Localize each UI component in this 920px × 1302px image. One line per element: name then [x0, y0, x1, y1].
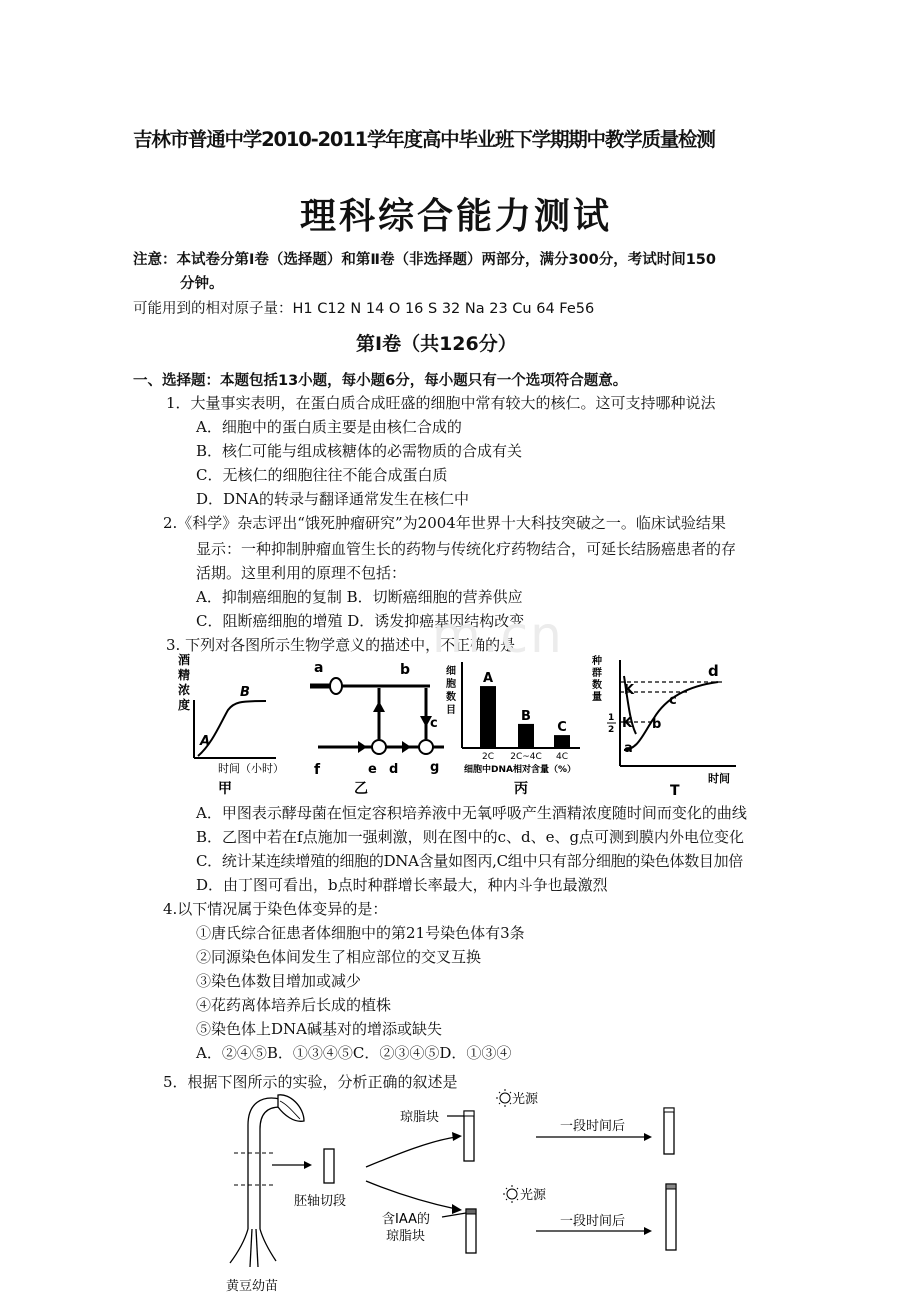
watermark: m.cn [432, 606, 564, 664]
hypocotyl-segment [324, 1149, 334, 1183]
bing-bar-label-b: B [521, 708, 531, 724]
time-arrow-2-head [644, 1227, 652, 1235]
q4-item-5: ⑤染色体上DNA碱基对的增添或缺失 [196, 1020, 442, 1038]
light-source-1-label: 光源 [512, 1092, 539, 1107]
arrow-to-segment-head [304, 1161, 312, 1169]
iaa-agar-label-2: 琼脂块 [386, 1229, 426, 1244]
agar-block-label: 琼脂块 [400, 1110, 440, 1125]
exam-subtitle: 吉林市普通中学2010-2011学年度高中毕业班下学期期中教学质量检测 [133, 128, 715, 151]
q4-stem: 4.以下情况属于染色体变异的是： [163, 900, 388, 918]
figure-ding [591, 654, 736, 799]
bing-tick-2c-4c: 2C~4C [510, 752, 542, 762]
segment-top-after [664, 1108, 674, 1154]
notice-line-1: 注意：本试卷分第Ⅰ卷（选择题）和第Ⅱ卷（非选择题）两部分，满分300分，考试时间150 [133, 252, 716, 268]
bing-xlabel: 细胞中DNA相对含量（%） [464, 765, 576, 775]
soybean-seedling [230, 1095, 304, 1267]
jia-point-b: B [240, 685, 250, 700]
jia-caption: 甲 [218, 781, 232, 797]
segment-label: 胚轴切段 [294, 1194, 347, 1209]
bing-ylabel-2: 胞 [446, 679, 456, 690]
q3-option-b: B．乙图中若在f点施加一强刺激，则在图中的c、d、e、g点可测到膜内外电位变化 [196, 828, 745, 846]
segment-bottom-after [666, 1184, 676, 1250]
yi-label-b: b [400, 662, 411, 678]
atomic-masses: 可能用到的相对原子量：H1 C12 N 14 O 16 S 32 Na 23 Cu 64 Fe56 [133, 301, 595, 317]
ding-caption: T [670, 783, 680, 799]
ding-halfk-den: 2 [608, 725, 615, 735]
yi-label-g: g [430, 760, 440, 775]
yi-label-d: d [389, 762, 399, 777]
yi-caption: 乙 [354, 781, 368, 797]
q2-stem-3: 活期。这里利用的原理不包括： [196, 564, 407, 582]
bing-tick-2c: 2C [481, 752, 495, 762]
sun-icon-1 [496, 1089, 511, 1107]
jia-xlabel: 时间（小时） [218, 762, 284, 775]
ding-ylabel-1: 种 [592, 656, 602, 667]
bing-bar-label-a: A [482, 671, 494, 687]
iaa-agar-block [466, 1209, 476, 1214]
bing-ylabel-3: 数 [446, 692, 456, 703]
ding-halfk-num: 1 [608, 713, 615, 723]
q1-stem: 1．大量事实表明，在蛋白质合成旺盛的细胞中常有较大的核仁。这可支持哪种说法 [166, 394, 716, 412]
time-label-2: 一段时间后 [560, 1214, 626, 1229]
q1-option-a: A．细胞中的蛋白质主要是由核仁合成的 [196, 418, 462, 436]
q2-stem-1: 2.《科学》杂志评出“饿死肿瘤研究”为2004年世界十大科技突破之一。临床试验结果 [163, 514, 726, 532]
exam-title: 理科综合能力测试 [300, 195, 613, 237]
jia-ylabel-4: 度 [178, 698, 191, 712]
yi-label-f: f [314, 762, 321, 778]
q3-option-c: C．统计某连续增殖的细胞的DNA含量如图丙,C组中只有部分细胞的染色体数目加倍 [196, 852, 744, 870]
agar-block-top [464, 1111, 474, 1116]
figure-jia [177, 652, 284, 797]
bing-bar-2c-4c [518, 724, 534, 748]
time-arrow-1-head [644, 1133, 652, 1141]
ding-halfk-k: K [622, 716, 633, 731]
bing-caption: 丙 [514, 781, 528, 797]
bing-bar-4c [554, 735, 570, 748]
q3-option-d: D．由丁图可看出，b点时种群增长率最大，种内斗争也最激烈 [196, 876, 608, 894]
ding-xlabel: 时间 [708, 772, 730, 785]
q3-figures-svg [168, 652, 748, 800]
q1-option-d: D．DNA的转录与翻译通常发生在核仁中 [196, 490, 470, 508]
q4-item-4: ④花药离体培养后长成的植株 [196, 996, 392, 1014]
q5-stem: 5．根据下图所示的实验，分析正确的叙述是 [163, 1073, 458, 1091]
bing-bar-2c [480, 686, 496, 748]
yi-arrow-up-left [373, 701, 385, 712]
yi-label-c: c [430, 716, 438, 731]
yi-neuron-a [330, 678, 342, 694]
ding-label-b: b [652, 717, 662, 732]
jia-ylabel-1: 酒 [178, 653, 191, 667]
ding-label-c: c [669, 693, 677, 708]
arrow-branch-down [366, 1181, 456, 1209]
q5-figure [220, 1085, 700, 1297]
segment-top-before [464, 1111, 474, 1161]
figure-bing [446, 662, 580, 797]
light-source-2-label: 光源 [520, 1188, 547, 1203]
segment-bottom-before [466, 1209, 476, 1253]
bing-ylabel-4: 目 [446, 705, 456, 716]
iaa-agar-block-after [666, 1184, 676, 1189]
q2-stem-2: 显示：一种抑制肿瘤血管生长的药物与传统化疗药物结合，可延长结肠癌患者的存 [196, 540, 737, 558]
q1-option-c: C．无核仁的细胞往往不能合成蛋白质 [196, 466, 448, 484]
notice-line-2: 分钟。 [180, 276, 224, 292]
q2-options-ab: A．抑制癌细胞的复制 B．切断癌细胞的营养供应 [196, 588, 523, 606]
q4-item-2: ②同源染色体间发生了相应部位的交叉互换 [196, 948, 482, 966]
bing-tick-4c: 4C [555, 752, 569, 762]
q4-item-1: ①唐氏综合征患者体细胞中的第21号染色体有3条 [196, 924, 525, 942]
q4-options: A．②④⑤B．①③④⑤C．②③④⑤D．①③④ [196, 1044, 512, 1062]
sun-icon-2 [503, 1185, 518, 1203]
q5-figure-svg [220, 1085, 700, 1297]
bing-ylabel-1: 细 [446, 666, 456, 677]
q3-option-a: A．甲图表示酵母菌在恒定容积培养液中无氧呼吸产生酒精浓度随时间而变化的曲线 [196, 804, 747, 822]
bing-bar-label-c: C [557, 720, 567, 736]
ding-k-label: K [624, 683, 635, 698]
yi-label-e: e [368, 762, 377, 777]
arrow-branch-up-head [452, 1132, 462, 1141]
ding-ylabel-3: 数 [592, 680, 602, 691]
time-label-1: 一段时间后 [560, 1119, 626, 1134]
ding-label-d: d [708, 662, 719, 680]
iaa-agar-label-1: 含IAA的 [382, 1212, 430, 1227]
jia-point-a: A [200, 734, 211, 749]
arrow-branch-down-head [452, 1204, 462, 1214]
q4-item-3: ③染色体数目增加或减少 [196, 972, 362, 990]
yi-neuron-mid [372, 740, 386, 754]
ding-label-a: a [624, 741, 633, 756]
yi-label-a: a [314, 660, 324, 676]
q1-option-b: B．核仁可能与组成核糖体的必需物质的合成有关 [196, 442, 523, 460]
q2-options-cd: C．阻断癌细胞的增殖 D．诱发抑癌基因结构改变 [196, 612, 525, 630]
yi-neuron-right [419, 740, 433, 754]
q3-stem: 3. 下列对各图所示生物学意义的描述中，不正确的是 [166, 636, 516, 654]
part-1-title: 第Ⅰ卷（共126分） [356, 333, 517, 355]
section-1-heading: 一、选择题：本题包括13小题，每小题6分，每小题只有一个选项符合题意。 [133, 373, 628, 389]
iaa-agar-pointer [442, 1213, 466, 1217]
jia-ylabel-2: 精 [178, 668, 191, 682]
yi-arrow-right-2 [402, 741, 411, 753]
ding-ylabel-2: 群 [592, 668, 602, 679]
figure-yi [310, 660, 444, 797]
agar-block-top-after [664, 1108, 674, 1112]
arrow-branch-up [366, 1137, 456, 1167]
ding-ylabel-4: 量 [592, 692, 602, 703]
seedling-label: 黄豆幼苗 [226, 1279, 279, 1294]
yi-arrow-right-1 [358, 741, 367, 753]
jia-ylabel-3: 浓 [178, 683, 191, 697]
q3-figures [168, 652, 748, 800]
